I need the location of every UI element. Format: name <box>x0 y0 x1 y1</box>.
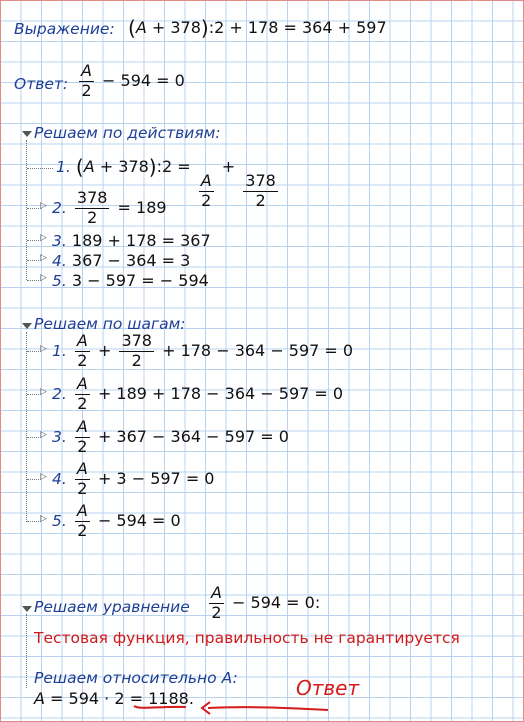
collapse-triangle-icon[interactable] <box>22 323 32 329</box>
solution-step-4: 4. $\frac{A}{2}$ + 3 − 597 = 0 <box>52 459 215 498</box>
tree-branch <box>27 168 53 169</box>
tree-branch <box>27 521 39 522</box>
result-line: A = 594 · 2 = 1188. <box>34 689 194 708</box>
expand-triangle-icon[interactable]: ▷ <box>40 387 47 397</box>
tree-branch <box>27 394 39 395</box>
action-step-1: 1. (A + 378):2 = $\frac{A}{2}$ + $\frac{378}{2}$ <box>56 155 276 210</box>
tree-line <box>26 332 27 522</box>
tree-line <box>26 614 27 688</box>
equation-formula: $\frac{A}{2}$ − 594 = 0: <box>211 583 321 622</box>
expand-triangle-icon[interactable]: ▷ <box>40 233 47 243</box>
tree-branch <box>27 280 39 281</box>
expand-triangle-icon[interactable]: ▷ <box>40 472 47 482</box>
action-step-3: 3. 189 + 178 = 367 <box>52 231 211 250</box>
handwritten-answer-note: Ответ <box>296 676 360 700</box>
collapse-triangle-icon[interactable] <box>22 606 32 612</box>
expand-triangle-icon[interactable]: ▷ <box>40 201 47 211</box>
actions-title[interactable]: Решаем по действиям: <box>34 124 221 142</box>
expand-triangle-icon[interactable]: ▷ <box>40 273 47 283</box>
answer-label: Ответ: <box>14 75 69 93</box>
expression-formula: (A + 378):2 + 178 = 364 + 597 <box>128 16 387 40</box>
action-step-2: 2. $\frac{378}{2}$ = 189 <box>52 188 167 227</box>
solution-step-2: 2. $\frac{A}{2}$ + 189 + 178 − 364 − 597 = 0 <box>52 374 344 413</box>
expand-triangle-icon[interactable]: ▷ <box>40 430 47 440</box>
expression-label: Выражение: <box>14 20 115 38</box>
collapse-triangle-icon[interactable] <box>22 131 32 137</box>
warning-text: Тестовая функция, правильность не гарантируется <box>34 629 460 647</box>
solution-step-5: 5. $\frac{A}{2}$ − 594 = 0 <box>52 501 181 540</box>
expand-triangle-icon[interactable]: ▷ <box>40 514 47 524</box>
result-value: 1188 <box>148 689 189 708</box>
tree-line <box>26 140 27 280</box>
solution-step-3: 3. $\frac{A}{2}$ + 367 − 364 − 597 = 0 <box>52 417 289 456</box>
tree-branch <box>27 240 39 241</box>
answer-formula: $\frac{A}{2}$ − 594 = 0 <box>81 61 185 100</box>
steps-title[interactable]: Решаем по шагам: <box>34 315 186 333</box>
action-step-5: 5. 3 − 597 = − 594 <box>52 271 209 290</box>
equation-title[interactable]: Решаем уравнение <box>34 598 190 616</box>
tree-branch <box>27 260 39 261</box>
tree-branch <box>27 437 39 438</box>
expand-triangle-icon[interactable]: ▷ <box>40 344 47 354</box>
action-step-4: 4. 367 − 364 = 3 <box>52 251 191 270</box>
expand-triangle-icon[interactable]: ▷ <box>40 253 47 263</box>
solution-step-1: 1. $\frac{A}{2}$ + $\frac{378}{2}$ + 178 − 364 − 597 = 0 <box>52 331 354 370</box>
tree-branch <box>27 479 39 480</box>
solve-label: Решаем относительно A: <box>34 669 238 687</box>
tree-branch <box>27 208 39 209</box>
tree-branch <box>27 351 39 352</box>
